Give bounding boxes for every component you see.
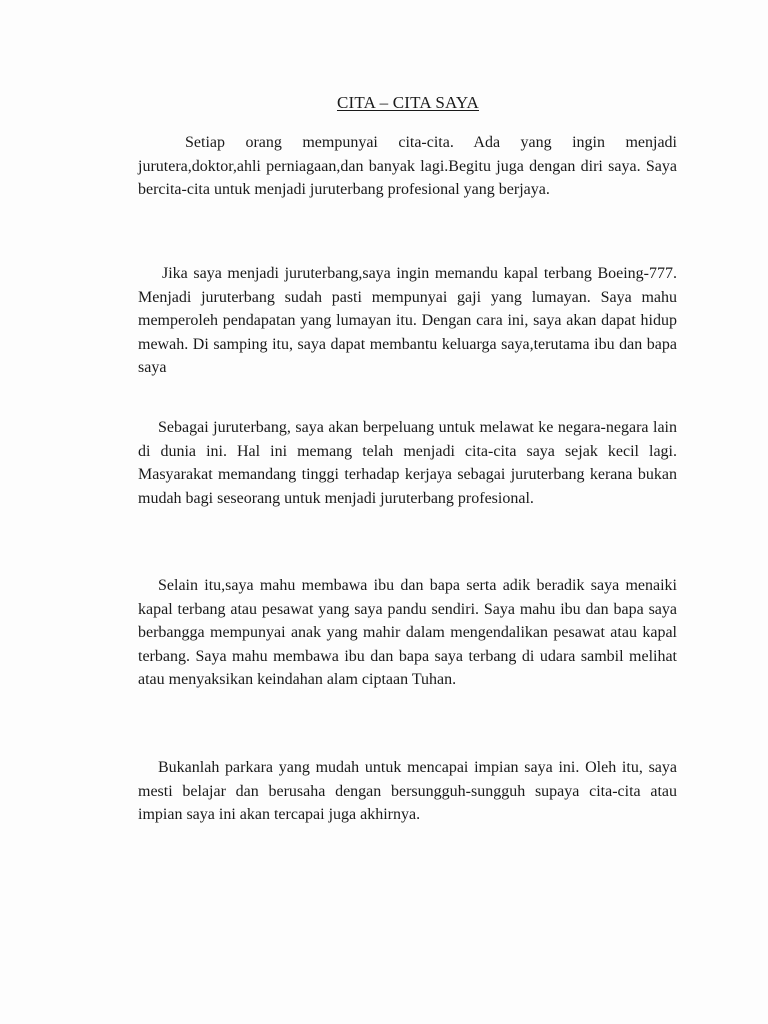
paragraph-2: Jika saya menjadi juruterbang,saya ingin memandu kapal terbang Boeing-777. Menjadi juruterbang sudah pasti mempunyai gaji yang lumayan. Saya mahu memperoleh pendapatan yang lumayan itu. Dengan cara ini, saya akan dapat hidup mewah. Di samping itu, saya dapat membantu keluarga saya,terutama ibu dan bapa saya [138,265,677,377]
paragraph-5: Bukanlah parkara yang mudah untuk mencapai impian saya ini. Oleh itu, saya mesti belajar dan berusaha dengan bersungguh-sungguh supaya cita-cita atau impian saya ini akan tercapai juga akhirnya. [138,759,677,824]
paragraph-4: Selain itu,saya mahu membawa ibu dan bapa serta adik beradik saya menaiki kapal terbang atau pesawat yang saya pandu sendiri. Saya mahu ibu dan bapa saya berbangga mempunyai anak yang mahir dalam mengendalikan pesawat atau kapal terbang. Saya mahu membawa ibu dan bapa saya terbang di udara sambil melihat atau menyaksikan keindahan alam ciptaan Tuhan. [138,577,677,689]
essay-title: CITA – CITA SAYA [336,93,479,112]
paragraph-1: Setiap orang mempunyai cita-cita. Ada yang ingin menjadi jurutera,doktor,ahli perniagaan,dan banyak lagi.Begitu juga dengan diri saya. Saya bercita-cita untuk menjadi juruterbang profesional yang berjaya. [138,134,677,199]
paragraph-3: Sebagai juruterbang, saya akan berpeluang untuk melawat ke negara-negara lain di dunia ini. Hal ini memang telah menjadi cita-cita saya sejak kecil lagi. Masyarakat memandang tinggi terhadap kerjaya sebagai juruterbang kerana bukan mudah bagi seseorang untuk menjadi juruterbang profesional. [138,419,677,507]
